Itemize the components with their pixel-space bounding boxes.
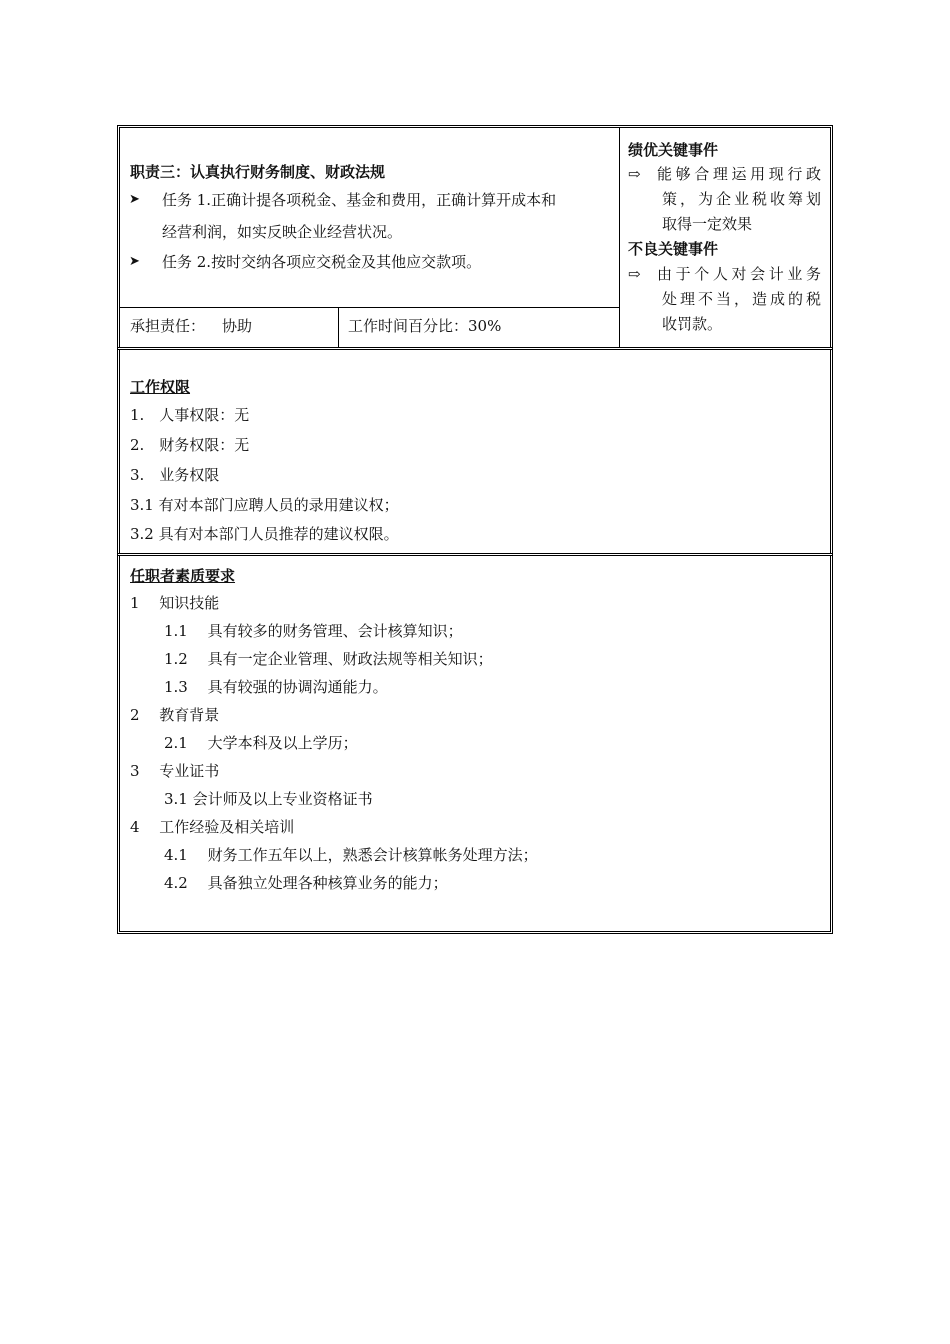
bad-event-line: 收罚款。 bbox=[662, 315, 723, 333]
duty-title: 职责三：认真执行财务制度、财政法规 bbox=[130, 163, 386, 181]
time-percent: 工作时间百分比：30% bbox=[348, 317, 502, 335]
bad-event-line: 处理不当，造成的税 bbox=[662, 290, 821, 308]
qualification-heading: 2 教育背景 bbox=[130, 706, 220, 724]
authority-item: 3.1 有对本部门应聘人员的录用建议权； bbox=[130, 496, 399, 514]
qualification-heading: 3 专业证书 bbox=[130, 762, 220, 780]
good-event-line: 能够合理运用现行政 bbox=[657, 165, 821, 183]
qualification-item: 3.1 会计师及以上专业资格证书 bbox=[164, 790, 373, 808]
outline-arrow-icon: ⇨ bbox=[628, 165, 641, 183]
qualification-heading: 4 工作经验及相关培训 bbox=[130, 818, 295, 836]
good-event-line: 取得一定效果 bbox=[662, 215, 753, 233]
good-events-title: 绩优关键事件 bbox=[628, 141, 719, 159]
qualification-item: 1.1 具有较多的财务管理、会计核算知识； bbox=[164, 622, 463, 640]
responsibility-value: 协助 bbox=[222, 317, 253, 335]
qualification-item: 4.2 具备独立处理各种核算业务的能力； bbox=[164, 874, 448, 892]
qualifications-title: 任职者素质要求 bbox=[130, 567, 236, 585]
arrow-bullet-icon: ➤ bbox=[129, 254, 140, 269]
qualification-item: 4.1 财务工作五年以上，熟悉会计核算帐务处理方法； bbox=[164, 846, 538, 864]
bad-event-line: 由于个人对会计业务 bbox=[657, 265, 821, 283]
authority-title: 工作权限 bbox=[130, 378, 191, 396]
bad-events-title: 不良关键事件 bbox=[628, 240, 719, 258]
responsibility-divider bbox=[338, 307, 339, 347]
outline-arrow-icon: ⇨ bbox=[628, 265, 641, 283]
task-1-line-1: 任务 1.正确计提各项税金、基金和费用，正确计算开成本和 bbox=[162, 191, 557, 209]
qualification-item: 2.1 大学本科及以上学历； bbox=[164, 734, 358, 752]
authority-item: 2. 财务权限：无 bbox=[130, 436, 250, 454]
authority-item: 3. 业务权限 bbox=[130, 466, 220, 484]
duty-divider-vertical bbox=[619, 128, 620, 347]
authority-item: 1. 人事权限：无 bbox=[130, 406, 250, 424]
task-1-line-2: 经营利润，如实反映企业经营状况。 bbox=[162, 223, 403, 241]
qualification-item: 1.3 具有较强的协调沟通能力。 bbox=[164, 678, 388, 696]
good-event-line: 策，为企业税收筹划 bbox=[662, 190, 821, 208]
duty-divider-horizontal bbox=[120, 307, 619, 308]
task-2-line-1: 任务 2.按时交纳各项应交税金及其他应交款项。 bbox=[162, 253, 482, 271]
qualification-item: 1.2 具有一定企业管理、财政法规等相关知识； bbox=[164, 650, 493, 668]
qualification-heading: 1 知识技能 bbox=[130, 594, 220, 612]
responsibility-label: 承担责任： bbox=[130, 317, 206, 335]
authority-item: 3.2 具有对本部门人员推荐的建议权限。 bbox=[130, 525, 399, 543]
arrow-bullet-icon: ➤ bbox=[129, 192, 140, 207]
